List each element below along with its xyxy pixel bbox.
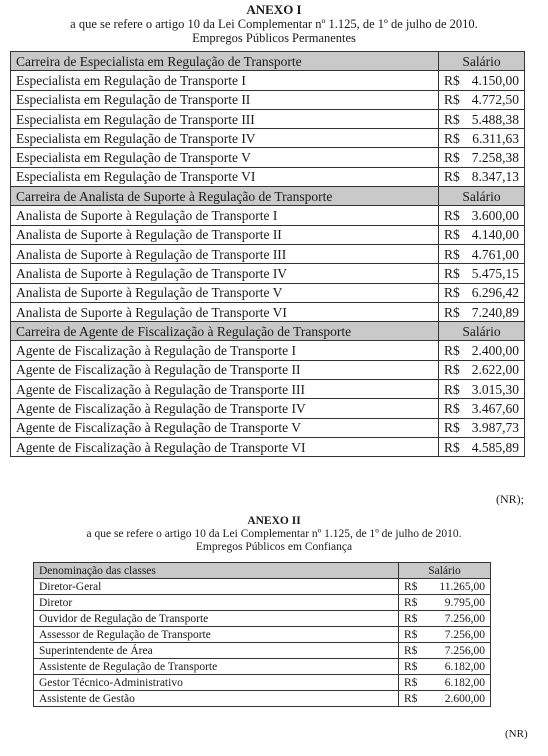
salary-cell	[439, 71, 525, 90]
table-row	[34, 627, 491, 643]
currency-symbol: R$	[444, 150, 460, 166]
table-row	[11, 148, 525, 167]
anexo1-nr-mark: (NR);	[496, 492, 524, 506]
table-row	[11, 399, 525, 418]
currency-symbol: R$	[444, 285, 460, 301]
currency-symbol: R$	[404, 644, 418, 657]
salary-header: Salário	[439, 52, 525, 71]
salary-value: 2.400,00	[471, 343, 519, 359]
currency-symbol: R$	[444, 72, 460, 88]
salary-cell	[399, 675, 491, 691]
salary-value: 9.795,00	[444, 596, 485, 609]
class-name: Assistente de Regulação de Transporte	[34, 659, 399, 675]
salary-value: 3.987,73	[471, 420, 519, 436]
table-row	[34, 691, 491, 707]
currency-symbol: R$	[444, 343, 460, 359]
salary-cell	[439, 129, 525, 148]
anexo1-title: ANEXO I	[246, 2, 302, 17]
currency-symbol: R$	[404, 596, 418, 609]
currency-symbol: R$	[444, 265, 460, 281]
table-row	[11, 437, 525, 456]
salary-cell	[439, 206, 525, 225]
salary-value: 7.256,00	[444, 644, 485, 657]
salary-cell	[439, 418, 525, 437]
job-title: Agente de Fiscalização à Regulação de Transporte IV	[11, 399, 439, 418]
currency-symbol: R$	[444, 362, 460, 378]
anexo1-subtitle: a que se refere o artigo 10 da Lei Complementar nº 1.125, de 1º de julho de 2010.	[70, 17, 478, 31]
currency-symbol: R$	[404, 660, 418, 673]
salary-cell	[439, 264, 525, 283]
currency-symbol: R$	[444, 169, 460, 185]
job-title: Agente de Fiscalização à Regulação de Transporte I	[11, 341, 439, 360]
salary-value: 2.622,00	[471, 362, 519, 378]
salary-value: 4.150,00	[471, 72, 519, 88]
job-title: Especialista em Regulação de Transporte III	[11, 109, 439, 128]
section-header: Carreira de Especialista em Regulação de Transporte	[11, 52, 439, 71]
table-row	[11, 380, 525, 399]
salary-cell	[399, 595, 491, 611]
table-row	[34, 611, 491, 627]
table-row	[11, 90, 525, 109]
currency-symbol: R$	[444, 92, 460, 108]
anexo2-category: Empregos Públicos em Confiança	[195, 541, 353, 553]
salary-value: 11.265,00	[439, 580, 485, 593]
anexo1-heading	[0, 2, 548, 45]
table-row	[11, 71, 525, 90]
job-title: Agente de Fiscalização à Regulação de Transporte II	[11, 360, 439, 379]
anexo2-subtitle: a que se refere o artigo 10 da Lei Complementar nº 1.125, de 1º de julho de 2010.	[86, 528, 462, 540]
currency-symbol: R$	[404, 628, 418, 641]
job-title: Analista de Suporte à Regulação de Transporte IV	[11, 264, 439, 283]
section-header: Carreira de Agente de Fiscalização à Regulação de Transporte	[11, 322, 439, 341]
section-header-row	[11, 187, 525, 206]
table-row	[11, 129, 525, 148]
class-name: Gestor Técnico-Administrativo	[34, 675, 399, 691]
job-title: Agente de Fiscalização à Regulação de Transporte VI	[11, 437, 439, 456]
salary-value: 6.311,63	[472, 130, 519, 146]
currency-symbol: R$	[444, 208, 460, 224]
salary-value: 4.140,00	[471, 227, 519, 243]
anexo2-title: ANEXO II	[247, 515, 301, 527]
class-name: Ouvidor de Regulação de Transporte	[34, 611, 399, 627]
job-title: Especialista em Regulação de Transporte VI	[11, 167, 439, 186]
job-title: Agente de Fiscalização à Regulação de Transporte III	[11, 380, 439, 399]
job-title: Analista de Suporte à Regulação de Transporte VI	[11, 302, 439, 321]
salary-value: 4.585,89	[471, 439, 519, 455]
currency-symbol: R$	[444, 246, 460, 262]
currency-symbol: R$	[444, 420, 460, 436]
salary-cell	[399, 659, 491, 675]
table-row	[11, 167, 525, 186]
table-row	[11, 360, 525, 379]
salary-cell	[439, 283, 525, 302]
currency-symbol: R$	[404, 692, 418, 705]
currency-symbol: R$	[444, 227, 460, 243]
salary-cell	[439, 225, 525, 244]
salary-header: Salário	[439, 187, 525, 206]
salary-value: 6.182,00	[444, 660, 485, 673]
salary-value: 4.772,50	[471, 92, 519, 108]
class-name: Assessor de Regulação de Transporte	[34, 627, 399, 643]
salary-cell	[399, 611, 491, 627]
currency-symbol: R$	[444, 111, 460, 127]
job-title: Analista de Suporte à Regulação de Transporte I	[11, 206, 439, 225]
class-name: Assistente de Gestão	[34, 691, 399, 707]
salary-cell	[399, 643, 491, 659]
table-row	[11, 264, 525, 283]
salary-cell	[439, 167, 525, 186]
job-title: Analista de Suporte à Regulação de Transporte II	[11, 225, 439, 244]
job-title: Especialista em Regulação de Transporte II	[11, 90, 439, 109]
currency-symbol: R$	[444, 381, 460, 397]
salary-cell	[439, 360, 525, 379]
table-row	[11, 206, 525, 225]
salary-value: 6.182,00	[444, 676, 485, 689]
salary-value: 5.475,15	[471, 265, 519, 281]
table-row	[34, 675, 491, 691]
salary-value: 7.258,38	[471, 150, 519, 166]
job-title: Especialista em Regulação de Transporte IV	[11, 129, 439, 148]
section-header-row	[11, 52, 525, 71]
table-row	[11, 341, 525, 360]
anexo2-salary-table	[33, 562, 491, 707]
table-row	[11, 302, 525, 321]
salary-value: 7.256,00	[444, 628, 485, 641]
classes-header: Denominação das classes	[34, 563, 399, 579]
section-header: Carreira de Analista de Suporte à Regulação de Transporte	[11, 187, 439, 206]
salary-value: 2.600,00	[444, 692, 485, 705]
table-row	[34, 579, 491, 595]
currency-symbol: R$	[404, 676, 418, 689]
salary-value: 6.296,42	[471, 285, 519, 301]
salary-cell	[439, 244, 525, 263]
job-title: Especialista em Regulação de Transporte V	[11, 148, 439, 167]
anexo2-nr-mark: (NR)	[505, 728, 528, 740]
anexo1-salary-table	[10, 51, 525, 457]
currency-symbol: R$	[404, 612, 418, 625]
section-header-row	[11, 322, 525, 341]
salary-cell	[439, 437, 525, 456]
salary-cell	[439, 148, 525, 167]
salary-cell	[399, 691, 491, 707]
table-row	[11, 225, 525, 244]
salary-value: 7.240,89	[471, 304, 519, 320]
salary-cell	[439, 302, 525, 321]
currency-symbol: R$	[444, 400, 460, 416]
salary-value: 3.600,00	[471, 208, 519, 224]
salary-value: 8.347,13	[471, 169, 519, 185]
class-name: Superintendente de Área	[34, 643, 399, 659]
table-row	[11, 109, 525, 128]
class-name: Diretor-Geral	[34, 579, 399, 595]
table-row	[34, 659, 491, 675]
currency-symbol: R$	[444, 304, 460, 320]
job-title: Analista de Suporte à Regulação de Transporte V	[11, 283, 439, 302]
table-row	[11, 418, 525, 437]
currency-symbol: R$	[444, 130, 460, 146]
salary-cell	[399, 579, 491, 595]
currency-symbol: R$	[404, 580, 418, 593]
salary-value: 5.488,38	[471, 111, 519, 127]
salary-value: 3.467,60	[471, 400, 519, 416]
salary-cell	[439, 109, 525, 128]
table-row	[11, 283, 525, 302]
salary-cell	[439, 90, 525, 109]
salary-cell	[399, 627, 491, 643]
anexo1-category: Empregos Públicos Permanentes	[192, 31, 356, 45]
class-name: Diretor	[34, 595, 399, 611]
job-title: Agente de Fiscalização à Regulação de Transporte V	[11, 418, 439, 437]
currency-symbol: R$	[444, 439, 460, 455]
salary-value: 4.761,00	[471, 246, 519, 262]
job-title: Especialista em Regulação de Transporte I	[11, 71, 439, 90]
salary-cell	[439, 399, 525, 418]
salary-value: 3.015,30	[471, 381, 519, 397]
table-row	[34, 595, 491, 611]
table-row	[34, 643, 491, 659]
salary-header: Salário	[399, 563, 491, 579]
salary-cell	[439, 380, 525, 399]
table-row	[11, 244, 525, 263]
anexo2-heading	[0, 515, 548, 554]
header-row	[34, 563, 491, 579]
job-title: Analista de Suporte à Regulação de Transporte III	[11, 244, 439, 263]
salary-cell	[439, 341, 525, 360]
salary-header: Salário	[439, 322, 525, 341]
salary-value: 7.256,00	[444, 612, 485, 625]
